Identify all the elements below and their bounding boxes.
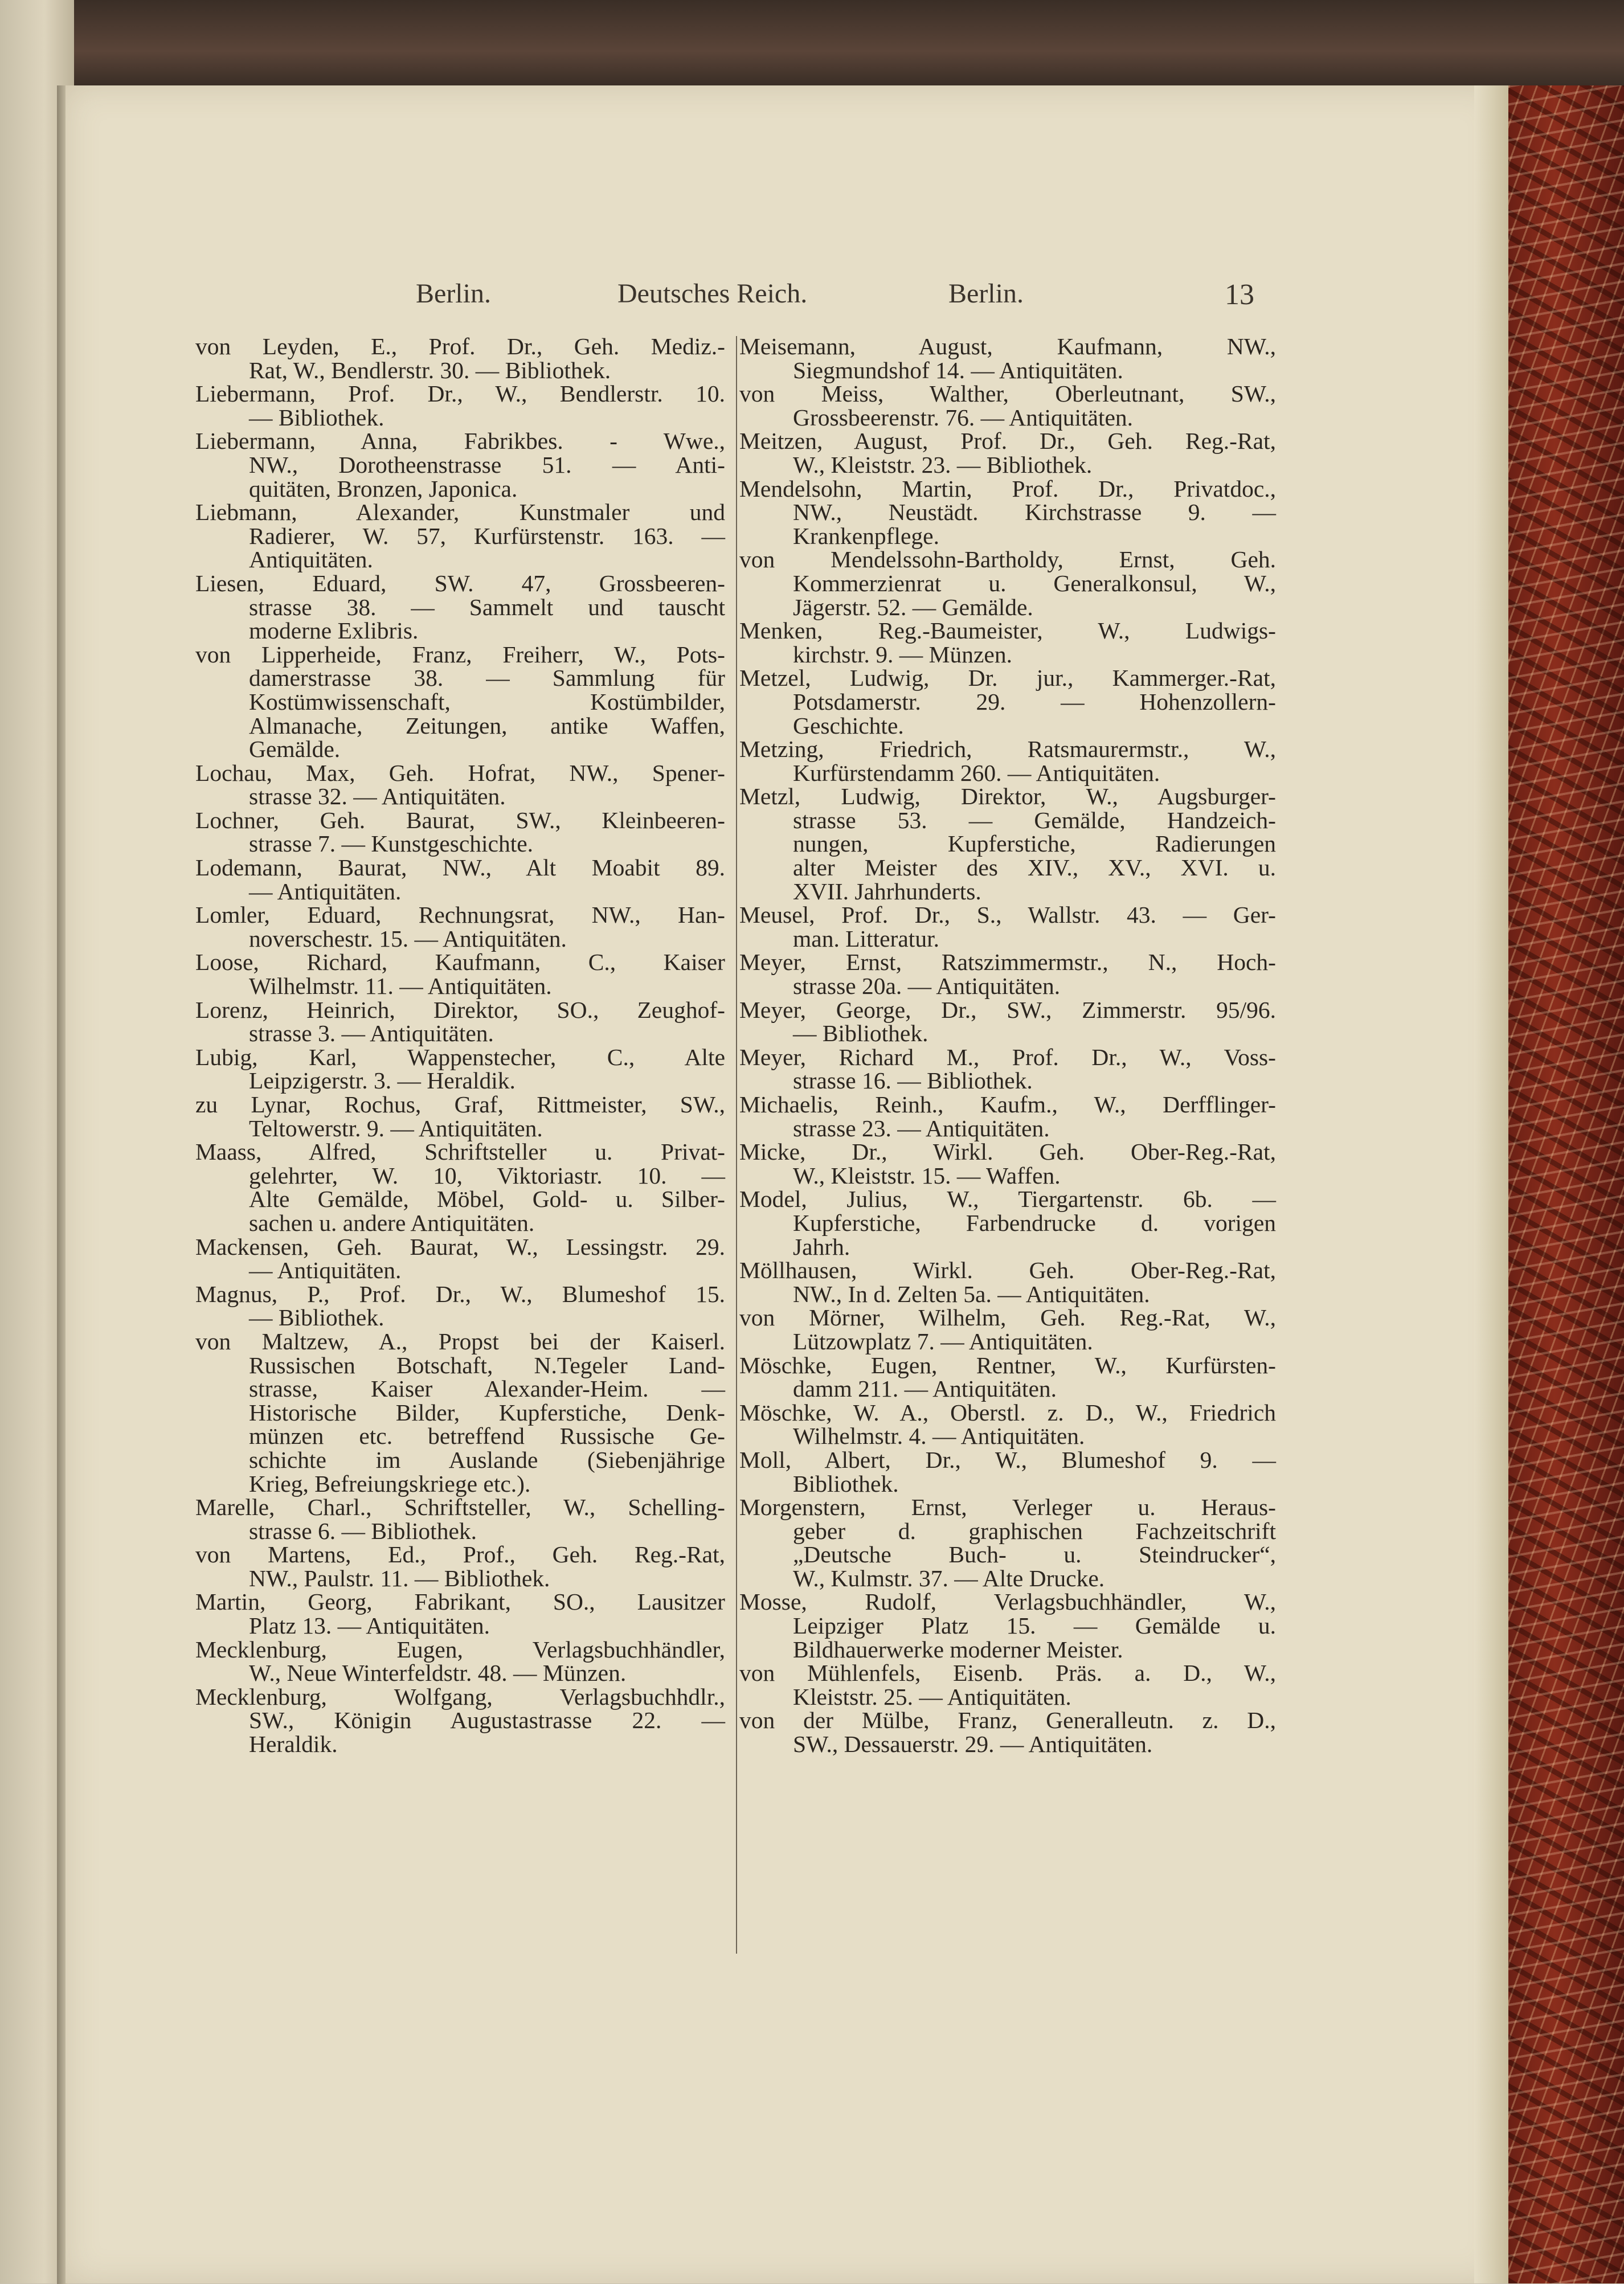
entry-line: von der Mülbe, Franz, Generalleutn. z. D., <box>739 1707 1276 1734</box>
entry-line: alter Meister des XIV., XV., XVI. u. <box>793 854 1276 881</box>
entry-line: Mosse, Rudolf, Verlagsbuchhändler, W., <box>739 1589 1276 1615</box>
entry-line: zu Lynar, Rochus, Graf, Rittmeister, SW., <box>195 1091 725 1118</box>
entry-line: Meusel, Prof. Dr., S., Wallstr. 43. — Ger- <box>739 902 1276 928</box>
entry-line: W., Kleiststr. 15. — Waffen. <box>793 1162 1061 1189</box>
entry-line: NW., Neustädt. Kirchstrasse 9. — <box>793 499 1276 526</box>
entry-line: Meisemann, August, Kaufmann, NW., <box>739 333 1276 359</box>
entry-line: damm 211. — Antiquitäten. <box>793 1376 1057 1402</box>
right-column <box>739 335 1276 1757</box>
entry-line: Kommerzienrat u. Generalkonsul, W., <box>793 570 1276 596</box>
entry-line: Möschke, W. A., Oberstl. z. D., W., Friedrich <box>739 1399 1276 1426</box>
entry-line: — Bibliothek. <box>793 1020 928 1047</box>
entry-line: Potsdamerstr. 29. — Hohenzollern- <box>793 688 1276 715</box>
entry-line: Liesen, Eduard, SW. 47, Grossbeeren- <box>195 570 725 596</box>
entry-line: Antiquitäten. <box>249 546 373 573</box>
entry-line: von Lipperheide, Franz, Freiherr, W., Pots- <box>195 641 725 668</box>
entry-line: strasse, Kaiser Alexander-Heim. — <box>249 1376 725 1402</box>
entry-line: Platz 13. — Antiquitäten. <box>249 1612 490 1639</box>
entry-line: Kurfürstendamm 260. — Antiquitäten. <box>793 759 1160 786</box>
entry-line: noverschestr. 15. — Antiquitäten. <box>249 925 567 952</box>
page-edge-shadow <box>1474 85 1508 2283</box>
entry-line: Lubig, Karl, Wappenstecher, C., Alte <box>195 1043 725 1070</box>
entry-line: Kostümwissenschaft, Kostümbilder, <box>249 688 725 715</box>
entry-line: Metzel, Ludwig, Dr. jur., Kammerger.-Rat, <box>739 665 1276 691</box>
running-head-center: Deutsches Reich. <box>617 279 808 309</box>
entry-line: W., Kulmstr. 37. — Alte Drucke. <box>793 1565 1105 1591</box>
entry-line: strasse 53. — Gemälde, Handzeich- <box>793 807 1276 833</box>
entry-line: Gemälde. <box>249 736 341 763</box>
entry-line: NW., Paulstr. 11. — Bibliothek. <box>249 1565 550 1591</box>
entry-line: strasse 3. — Antiquitäten. <box>249 1020 494 1047</box>
entry-line: — Bibliothek. <box>249 404 384 431</box>
entry-line: Bildhauerwerke moderner Meister. <box>793 1636 1123 1663</box>
entry-line: strasse 32. — Antiquitäten. <box>249 783 506 810</box>
running-head <box>404 278 1282 318</box>
running-head-right: Berlin. <box>948 279 1024 309</box>
entry-line: nungen, Kupferstiche, Radierungen <box>793 830 1276 857</box>
entry-line: strasse 23. — Antiquitäten. <box>793 1115 1050 1141</box>
entry-line: NW., In d. Zelten 5a. — Antiquitäten. <box>793 1280 1150 1307</box>
marbled-book-edge <box>1508 85 1624 2283</box>
entry-line: Leipzigerstr. 3. — Heraldik. <box>249 1067 516 1094</box>
entry-line: Liebermann, Prof. Dr., W., Bendlerstr. 10. <box>195 380 725 407</box>
entry-line: strasse 38. — Sammelt und tauscht <box>249 593 725 620</box>
entry-line: Leipziger Platz 15. — Gemälde u. <box>793 1612 1276 1639</box>
entry-line: Krankenpflege. <box>793 522 939 549</box>
entry-line: von Mühlenfels, Eisenb. Präs. a. D., W., <box>739 1660 1276 1687</box>
entry-line: von Maltzew, A., Propst bei der Kaiserl. <box>195 1328 725 1354</box>
entry-line: Radierer, W. 57, Kurfürstenstr. 163. — <box>249 522 725 549</box>
column-divider <box>736 336 737 1954</box>
entry-line: Mackensen, Geh. Baurat, W., Lessingstr. 29. <box>195 1233 725 1260</box>
entry-line: Krieg, Befreiungskriege etc.). <box>249 1470 531 1497</box>
entry-line: Siegmundshof 14. — Antiquitäten. <box>793 357 1123 383</box>
entry-line: Lodemann, Baurat, NW., Alt Moabit 89. <box>195 854 725 881</box>
entry-line: gelehrter, W. 10, Viktoriastr. 10. — <box>249 1162 725 1189</box>
entry-line: Meyer, Richard M., Prof. Dr., W., Voss- <box>739 1043 1276 1070</box>
left-column <box>195 335 725 1757</box>
entry-line: Heraldik. <box>249 1731 338 1758</box>
entry-line: strasse 16. — Bibliothek. <box>793 1067 1033 1094</box>
entry-line: Metzl, Ludwig, Direktor, W., Augsburger- <box>739 783 1276 810</box>
entry-line: von Leyden, E., Prof. Dr., Geh. Mediz.- <box>195 333 725 359</box>
entry-line: Meyer, Ernst, Ratszimmermstr., N., Hoch- <box>739 949 1276 976</box>
entry-line: „Deutsche Buch- u. Steindrucker“, <box>793 1541 1276 1568</box>
entry-line: Morgenstern, Ernst, Verleger u. Heraus- <box>739 1494 1276 1521</box>
entry-line: strasse 6. — Bibliothek. <box>249 1517 477 1544</box>
entry-line: Model, Julius, W., Tiergartenstr. 6b. — <box>739 1186 1276 1213</box>
entry-line: XVII. Jahrhunderts. <box>793 878 981 904</box>
entry-line: Magnus, P., Prof. Dr., W., Blumeshof 15. <box>195 1280 725 1307</box>
entry-line: Michaelis, Reinh., Kaufm., W., Derfflinger- <box>739 1091 1276 1118</box>
entry-line: Jägerstr. 52. — Gemälde. <box>793 593 1033 620</box>
entry-line: W., Kleiststr. 23. — Bibliothek. <box>793 451 1093 478</box>
entry-line: münzen etc. betreffend Russische Ge- <box>249 1423 725 1450</box>
entry-line: — Bibliothek. <box>249 1304 384 1331</box>
entry-line: von Meiss, Walther, Oberleutnant, SW., <box>739 380 1276 407</box>
entry-line: Geschichte. <box>793 712 904 739</box>
entry-line: Wilhelmstr. 4. — Antiquitäten. <box>793 1423 1085 1450</box>
entry-line: Moll, Albert, Dr., W., Blumeshof 9. — <box>739 1446 1276 1473</box>
entry-line: geber d. graphischen Fachzeitschrift <box>793 1517 1276 1544</box>
entry-line: von Mörner, Wilhelm, Geh. Reg.-Rat, W., <box>739 1304 1276 1331</box>
entry-line: moderne Exlibris. <box>249 617 419 644</box>
entry-line: Metzing, Friedrich, Ratsmaurermstr., W., <box>739 736 1276 763</box>
entry-line: von Mendelssohn-Bartholdy, Ernst, Geh. <box>739 546 1276 573</box>
entry-line: Martin, Georg, Fabrikant, SO., Lausitzer <box>195 1589 725 1615</box>
entry-line: Grossbeerenstr. 76. — Antiquitäten. <box>793 404 1134 431</box>
entry-line: damerstrasse 38. — Sammlung für <box>249 665 725 691</box>
entry-line: Menken, Reg.-Baumeister, W., Ludwigs- <box>739 617 1276 644</box>
entry-line: Bibliothek. <box>793 1470 899 1497</box>
entry-line: Alte Gemälde, Möbel, Gold- u. Silber- <box>249 1186 725 1213</box>
entry-line: strasse 7. — Kunstgeschichte. <box>249 830 534 857</box>
entry-line: sachen u. andere Antiquitäten. <box>249 1209 535 1236</box>
entry-line: — Antiquitäten. <box>249 1257 402 1284</box>
entry-line: Almanache, Zeitungen, antike Waffen, <box>249 712 725 739</box>
entry-line: Rat, W., Bendlerstr. 30. — Bibliothek. <box>249 357 611 383</box>
entry-line: Lorenz, Heinrich, Direktor, SO., Zeughof- <box>195 996 725 1023</box>
entry-line: Wilhelmstr. 11. — Antiquitäten. <box>249 973 552 1000</box>
book-top-edge <box>0 0 1624 85</box>
entry-line: Micke, Dr., Wirkl. Geh. Ober-Reg.-Rat, <box>739 1139 1276 1165</box>
entry-line: Marelle, Charl., Schriftsteller, W., Schelling- <box>195 1494 725 1521</box>
entry-line: SW., Dessauerstr. 29. — Antiquitäten. <box>793 1731 1153 1758</box>
entry-line: quitäten, Bronzen, Japonica. <box>249 475 518 502</box>
entry-line: Kupferstiche, Farbendrucke d. vorigen <box>793 1209 1276 1236</box>
entry-line: Liebmann, Alexander, Kunstmaler und <box>195 499 725 526</box>
entry-line: Liebermann, Anna, Fabrikbes. - Wwe., <box>195 428 725 455</box>
entry-line: Maass, Alfred, Schriftsteller u. Privat- <box>195 1139 725 1165</box>
entry-line: Jahrh. <box>793 1233 850 1260</box>
entry-line: W., Neue Winterfeldstr. 48. — Münzen. <box>249 1660 627 1687</box>
entry-line: Russischen Botschaft, N.Tegeler Land- <box>249 1352 725 1378</box>
entry-line: Teltowerstr. 9. — Antiquitäten. <box>249 1115 543 1141</box>
entry-line: NW., Dorotheenstrasse 51. — Anti- <box>249 451 725 478</box>
entry-line: schichte im Auslande (Siebenjährige <box>249 1446 725 1473</box>
entry-line: Meyer, George, Dr., SW., Zimmerstr. 95/96. <box>739 996 1276 1023</box>
entry-line: Lochner, Geh. Baurat, SW., Kleinbeeren- <box>195 807 725 833</box>
entry-line: Mecklenburg, Wolfgang, Verlagsbuchhdlr., <box>195 1683 725 1710</box>
page-number: 13 <box>1225 279 1254 311</box>
entry-line: Möschke, Eugen, Rentner, W., Kurfürsten- <box>739 1352 1276 1378</box>
entry-line: Möllhausen, Wirkl. Geh. Ober-Reg.-Rat, <box>739 1257 1276 1284</box>
entry-line: Meitzen, August, Prof. Dr., Geh. Reg.-Rat, <box>739 428 1276 455</box>
entry-line: man. Litteratur. <box>793 925 939 952</box>
entry-line: Loose, Richard, Kaufmann, C., Kaiser <box>195 949 725 976</box>
entry-line: strasse 20a. — Antiquitäten. <box>793 973 1061 1000</box>
entry-line: — Antiquitäten. <box>249 878 402 904</box>
entry-line: Lochau, Max, Geh. Hofrat, NW., Spener- <box>195 759 725 786</box>
entry-line: Lomler, Eduard, Rechnungsrat, NW., Han- <box>195 902 725 928</box>
entry-line: Lützowplatz 7. — Antiquitäten. <box>793 1328 1093 1354</box>
entry-line: Kleiststr. 25. — Antiquitäten. <box>793 1683 1071 1710</box>
entry-line: Mecklenburg, Eugen, Verlagsbuchhändler, <box>195 1636 725 1663</box>
entry-line: von Martens, Ed., Prof., Geh. Reg.-Rat, <box>195 1541 725 1568</box>
entry-line: SW., Königin Augustastrasse 22. — <box>249 1707 725 1734</box>
entry-line: Historische Bilder, Kupferstiche, Denk- <box>249 1399 725 1426</box>
entry-line: kirchstr. 9. — Münzen. <box>793 641 1012 668</box>
entry-line: Mendelsohn, Martin, Prof. Dr., Privatdoc., <box>739 475 1276 502</box>
running-head-left: Berlin. <box>416 279 491 309</box>
